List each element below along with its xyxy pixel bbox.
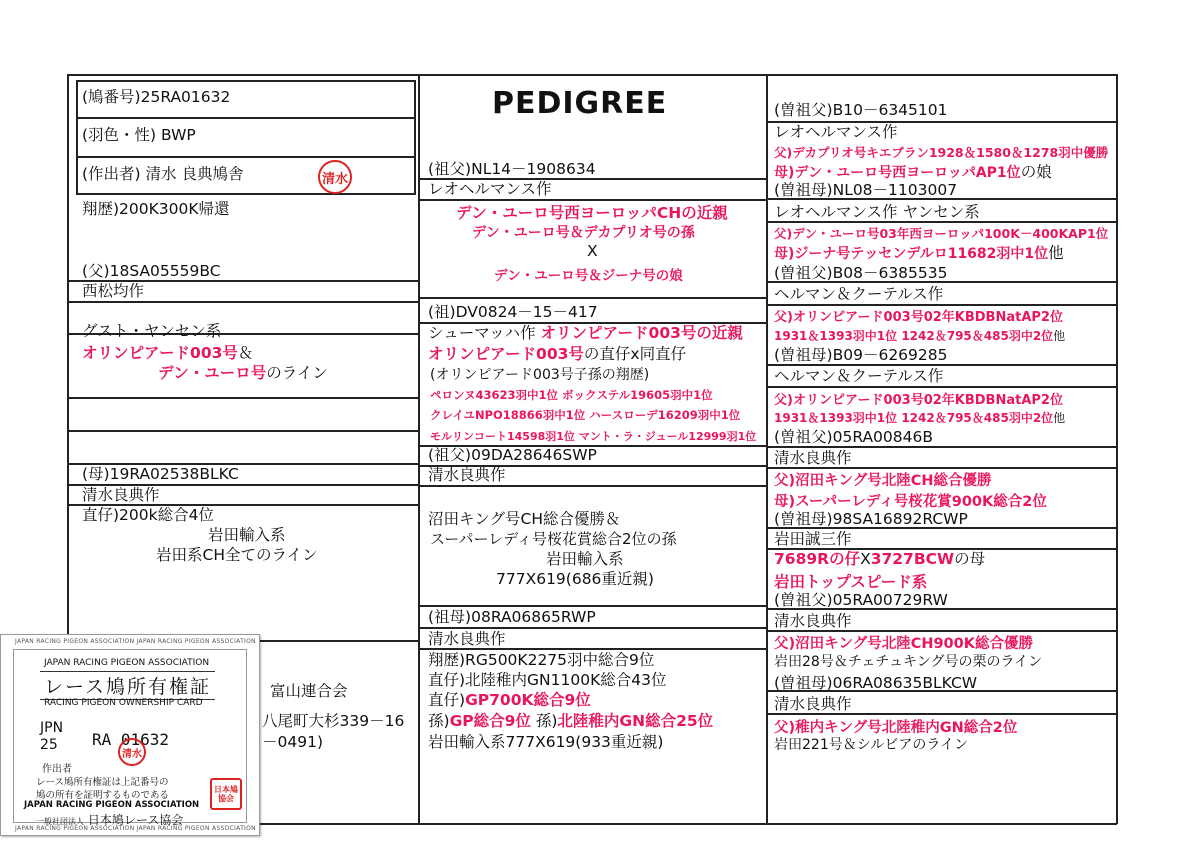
- ggd2-record-red: 1931＆1393羽中1位 1242＆795＆485羽中2位: [774, 411, 1054, 425]
- gs2-breeder: 清水良典作: [428, 466, 506, 484]
- gd2-line5-red2: 北陸稚内GN総合25位: [557, 712, 714, 730]
- ggs4-breeder: 清水良典作: [774, 612, 852, 630]
- gd2-line3: 直仔)北陸稚内GN1100K総合43位: [428, 671, 667, 689]
- gs1-red3: デン・ユーロ号＆ジーナ号の娘: [494, 268, 683, 284]
- ggs1-mother: [774, 163, 1052, 183]
- ggs3-id: (曽祖父)05RA00846B: [774, 428, 934, 446]
- gd1-record3: モルリンコート14598羽1位 マント・ラ・ジュール12999羽1位: [430, 430, 757, 443]
- ggd1-mother: [774, 244, 1064, 264]
- gd1-line2-suffix: の直仔x同直仔: [583, 345, 687, 363]
- ggs1-mother-suffix: の娘: [1020, 163, 1052, 181]
- gd2-line4-prefix: 直仔): [428, 691, 466, 709]
- ggd2-record: [774, 409, 1065, 428]
- card-holder-stamp: 清水: [118, 738, 146, 766]
- ggd3-breeder: 岩田誠三作: [774, 530, 852, 548]
- ggs1-id: (曽祖父)B10－6345101: [774, 101, 948, 119]
- gs1-red1: デン・ユーロ号西ヨーロッパCHの近親: [456, 204, 728, 222]
- ggs2-record: [774, 327, 1065, 346]
- sire-line4-suffix: のライン: [266, 364, 328, 382]
- card-maker-label: 作出者: [42, 764, 72, 775]
- gs1-red2: デン・ユーロ号＆デカプリオ号の孫: [472, 225, 695, 241]
- ggd3-id: (曽祖母)98SA16892RCWP: [774, 510, 968, 528]
- ggs4-id: (曽祖父)05RA00729RW: [774, 591, 948, 609]
- gd2-line4: [428, 691, 591, 710]
- ggd4-line3: 岩田221号＆シルビアのライン: [774, 737, 968, 753]
- ggd3-red1: 7689Rの仔: [774, 550, 861, 568]
- gd1-breeder-red: オリンピアード003号の近親: [540, 324, 743, 342]
- sire-id: (父)18SA05559BC: [82, 262, 221, 280]
- ggd1-father: 父)デン・ユーロ号03年西ヨーロッパ100K－400KAP1位: [774, 226, 1109, 241]
- gs1-breeder: レオヘルマンス作: [428, 180, 552, 198]
- ownership-card: [0, 634, 260, 836]
- card-country: JPN: [40, 720, 64, 736]
- owner-phone: －0491): [262, 733, 323, 751]
- ggs2-breeder: ヘルマン＆クーテルス作: [774, 285, 944, 303]
- ggs3-mother: 母)スーパーレディ号桜花賞900K総合2位: [774, 494, 1047, 510]
- gd1-id: (祖)DV0824－15－417: [428, 303, 598, 321]
- gs1-cross: X: [587, 242, 598, 260]
- gs2-line3: スーパーレディ号桜花賞総合2位の孫: [430, 530, 677, 548]
- ggd3-cross: X: [860, 550, 871, 568]
- ggd2-id: (曽祖母)B09－6269285: [774, 346, 948, 364]
- gd2-line6: 岩田輸入系777X619(933重近親): [428, 733, 664, 751]
- gd1-line3: (オリンピアード003号子孫の翔歴): [430, 367, 650, 383]
- gd2-breeder: 清水良典作: [428, 630, 506, 648]
- ggs4-father: 父)沼田キング号北陸CH900K総合優勝: [774, 636, 1033, 652]
- card-edge-top: JAPAN RACING PIGEON ASSOCIATION JAPAN RACING PIGEON ASSOCIATION: [15, 638, 256, 645]
- gd2-line2: 翔歴)RG500K2275羽中総合9位: [428, 651, 655, 669]
- card-footer-jp: [36, 811, 183, 828]
- ggd2-record-suffix: 他: [1053, 411, 1066, 425]
- gd1-line2: [428, 345, 686, 364]
- ggd1-mother-suffix: 他: [1048, 244, 1064, 262]
- bird-id: (鳩番号)25RA01632: [82, 88, 231, 106]
- card-footer-name: 日本鳩レース協会: [87, 813, 184, 827]
- page-title: PEDIGREE: [492, 86, 668, 121]
- ggs3-breeder: 清水良典作: [774, 449, 852, 467]
- card-assoc-en: JAPAN RACING PIGEON ASSOCIATION: [44, 658, 210, 668]
- ggd2-father: 父)オリンピアード003号02年KBDBNatAP2位: [774, 393, 1063, 408]
- sire-breeder: 西松均作: [82, 282, 145, 300]
- gd2-line5-mid: 孫): [530, 712, 558, 730]
- gd1-line2-red: オリンピアード003号: [428, 345, 584, 363]
- gs1-id: (祖父)NL14－1908634: [428, 160, 596, 178]
- bird-breeder: (作出者) 清水 良典鳩舎: [82, 165, 244, 183]
- owner-address: 八尾町大杉339－16: [262, 712, 405, 730]
- ggs1-mother-red: 母)デン・ユーロ号西ヨーロッパAP1位: [774, 165, 1021, 181]
- dam-breeder: 清水良典作: [82, 486, 160, 504]
- ggs4-line3: 岩田28号＆チェチュキング号の栗のライン: [774, 654, 1043, 670]
- dam-id: (母)19RA02538BLKC: [82, 465, 239, 483]
- card-association-seal: 日本鳩協会: [210, 778, 242, 810]
- gs2-id: (祖父)09DA28646SWP: [428, 446, 597, 464]
- ggd1-id: (曽祖母)NL08－1103007: [774, 181, 958, 199]
- owner-club: 富山連合会: [270, 682, 348, 700]
- ggd1-breeder: レオヘルマンス作 ヤンセン系: [774, 203, 980, 221]
- ggs1-father: 父)デカプリオ号キエブラン1928＆1580＆1278羽中優勝: [774, 145, 1109, 160]
- ggs2-id: (曽祖父)B08－6385535: [774, 264, 948, 282]
- ggd3-red2: 3727BCW: [870, 550, 955, 568]
- ggd4-father: 父)稚内キング号北陸稚内GN総合2位: [774, 720, 1018, 736]
- gs2-line4: 岩田輸入系: [546, 550, 624, 568]
- ggd4-breeder: 清水良典作: [774, 695, 852, 713]
- gd2-line5: [428, 712, 713, 731]
- card-note2: 鳩の所有を証明するものである: [36, 790, 170, 801]
- gs2-line5: 777X619(686重近親): [496, 570, 654, 588]
- ggs1-breeder: レオヘルマンス作: [774, 123, 898, 141]
- gd2-line4-red: GP700K総合9位: [465, 691, 591, 709]
- ggs3-father: 父)沼田キング号北陸CH総合優勝: [774, 473, 992, 489]
- gd2-line5-red1: GP総合9位: [449, 712, 531, 730]
- card-ring-number: RA 01632: [92, 730, 170, 749]
- card-title-en: RACING PIGEON OWNERSHIP CARD: [44, 698, 203, 708]
- sire-line4-red: デン・ユーロ号: [158, 364, 267, 382]
- ggd3-line2: [774, 550, 985, 569]
- card-inner: [13, 649, 247, 827]
- gd1-record2: クレイユNPO18866羽中1位 ハースローデ16209羽中1位: [430, 408, 741, 422]
- gs2-line2: 沼田キング号CH総合優勝＆: [428, 510, 621, 528]
- gd1-record1: ペロンヌ43623羽中1位 ボックステル19605羽中1位: [430, 388, 713, 402]
- sire-line3: [82, 344, 253, 363]
- dam-strain: 岩田輸入系: [208, 526, 286, 544]
- dam-line: 岩田系CH全てのライン: [156, 546, 318, 564]
- card-title-jp: レース鳩所有権証: [40, 671, 215, 700]
- bird-color-sex: (羽色・性) BWP: [82, 126, 196, 144]
- sire-line3-suffix: ＆: [237, 344, 254, 362]
- breeder-stamp: 清水: [318, 160, 352, 194]
- ggd3-red3: 岩田トップスピード系: [774, 573, 928, 591]
- ggd2-breeder: ヘルマン＆クーテルス作: [774, 367, 944, 385]
- ggs2-father: 父)オリンピアード003号02年KBDBNatAP2位: [774, 310, 1063, 325]
- ggd4-id: (曽祖母)06RA08635BLKCW: [774, 674, 978, 692]
- bird-race-record: 翔歴)200K300K帰還: [82, 200, 230, 218]
- gd2-id: (祖母)08RA06865RWP: [428, 608, 596, 626]
- sire-line3-red: オリンピアード003号: [82, 344, 238, 362]
- card-edge-bottom: JAPAN RACING PIGEON ASSOCIATION JAPAN RACING PIGEON ASSOCIATION: [15, 825, 256, 832]
- dam-record: 直仔)200k総合4位: [82, 506, 214, 524]
- card-footer-en: JAPAN RACING PIGEON ASSOCIATION: [24, 800, 200, 810]
- ggd1-mother-red: 母)ジーナ号テッセンデルロ11682羽中1位: [774, 246, 1049, 262]
- ggs2-record-red: 1931＆1393羽中1位 1242＆795＆485羽中2位: [774, 329, 1054, 343]
- gd2-line5-prefix: 孫): [428, 712, 450, 730]
- sire-strain: グスト・ヤンセン系: [82, 322, 222, 340]
- gd1-breeder: [428, 324, 743, 343]
- ggd3-suffix: の母: [954, 550, 986, 568]
- card-footer-small: 一般社団法人: [36, 817, 84, 826]
- ggs2-record-suffix: 他: [1053, 329, 1066, 343]
- gd1-breeder-name: シューマッハ作: [428, 324, 536, 342]
- card-note1: レース鳩所有権証は上記番号の: [36, 777, 169, 788]
- sire-line4: [158, 364, 328, 383]
- card-year: 25: [40, 737, 58, 753]
